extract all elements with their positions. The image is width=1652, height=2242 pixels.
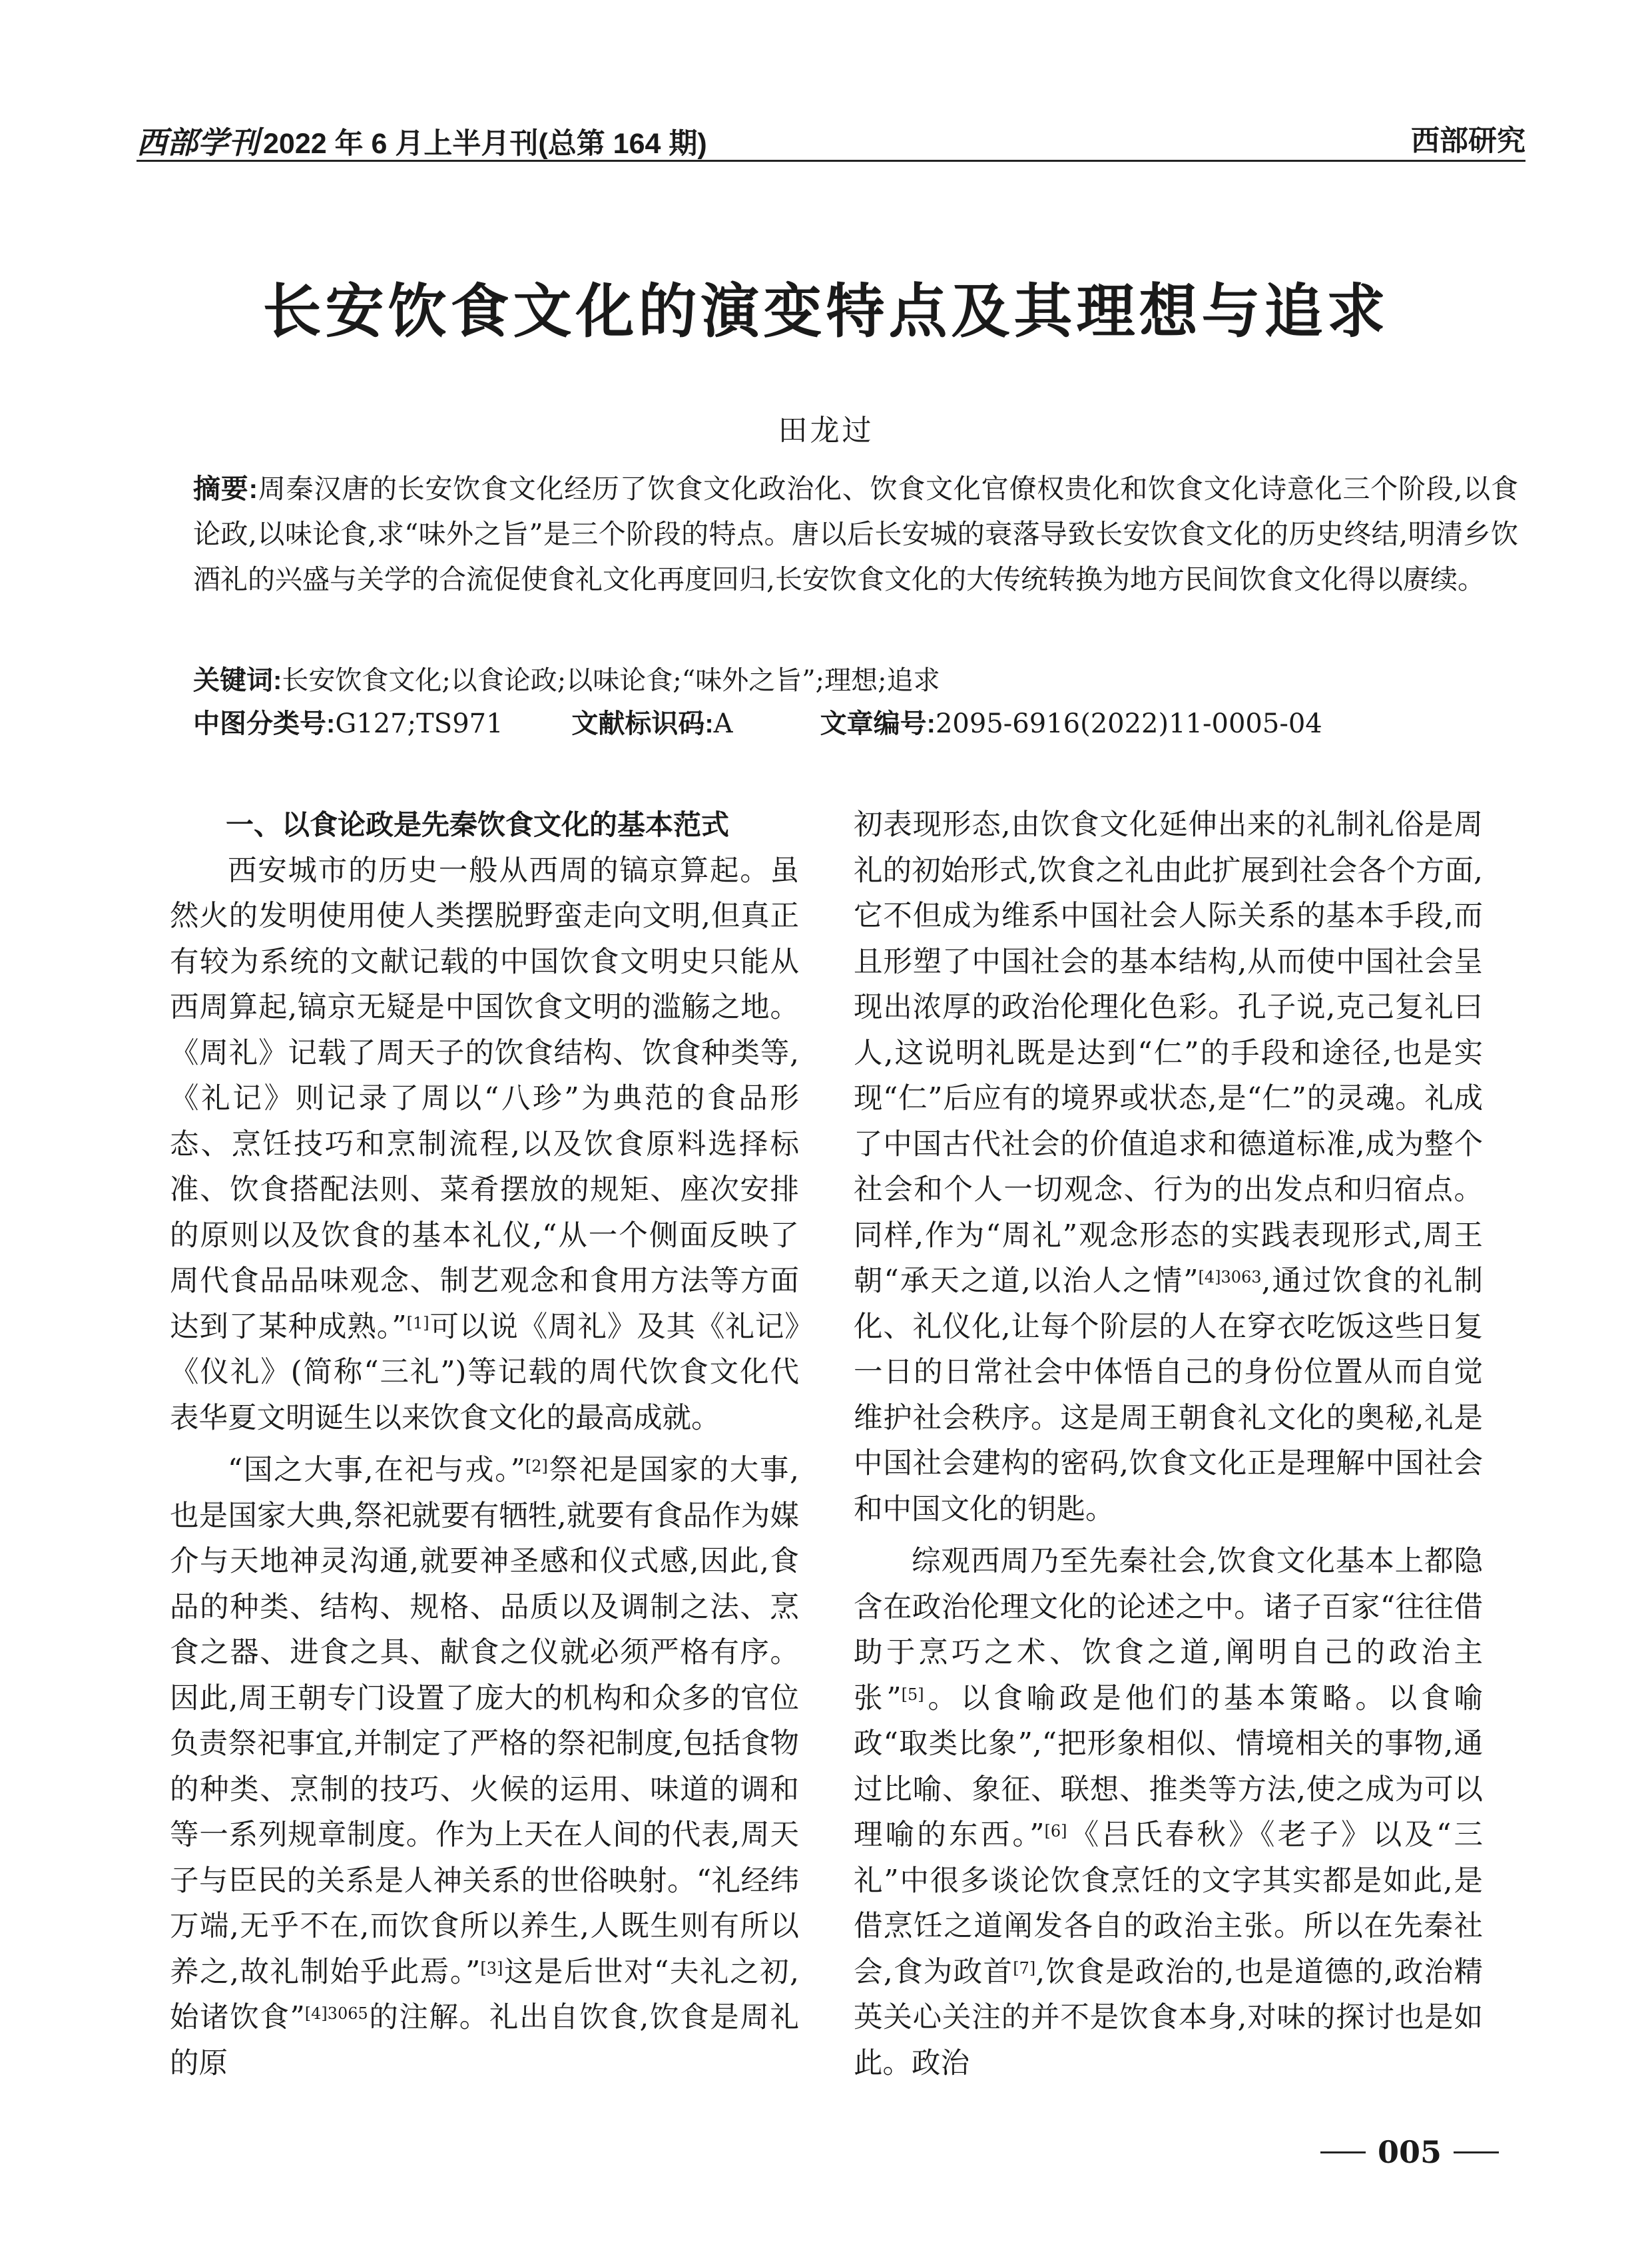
running-header bbox=[137, 113, 1525, 162]
page-number-text: 005 bbox=[1377, 2134, 1442, 2170]
citation: [5] bbox=[901, 1685, 924, 1704]
abstract bbox=[193, 466, 1518, 602]
article-no-value: 2095-6916(2022)11-0005-04 bbox=[935, 708, 1322, 739]
classification-line bbox=[193, 702, 1322, 740]
page-number bbox=[1320, 2134, 1499, 2170]
section-heading: 一、以食论政是先秦饮食文化的基本范式 bbox=[226, 809, 730, 840]
citation: [2] bbox=[525, 1457, 548, 1476]
section-name: 西部研究 bbox=[1411, 125, 1525, 157]
clc-label: 中图分类号: bbox=[193, 709, 336, 738]
doc-code-label: 文献标识码: bbox=[571, 709, 714, 738]
dash-left bbox=[1320, 2151, 1366, 2153]
author-name: 田龙过 bbox=[778, 414, 874, 447]
citation: [1] bbox=[406, 1313, 429, 1332]
body-column-right bbox=[854, 802, 1483, 2086]
keywords bbox=[193, 659, 940, 697]
article-no-label: 文章编号: bbox=[820, 709, 936, 738]
body-paragraph: 综观西周乃至先秦社会,饮食文化基本上都隐含在政治伦理文化的论述之中。诸子百家“往往借助于烹巧之术、饮食之道,阐明自己的政治主张”[5]。以食喻政是他们的基本策略。以食喻政“取类比象”,“把形象相似、情境相关的事物,通过比喻、象征、联想、推类等方法,使之成为可以理喻的东西。”[6]《吕氏春秋》《老子》以及“三礼”中很多谈论饮食烹饪的文字其实都是如此,是借烹饪之道阐发各自的政治主张。所以在先秦社会,食为政首[7],饮食是政治的,也是道德的,政治精英关心关注的并不是饮食本身,对味的探讨也是如此。政治 bbox=[854, 1545, 1484, 2080]
issue-info: 2022 年 6 月上半月刊(总第 164 期) bbox=[263, 128, 707, 160]
citation: [3] bbox=[480, 1958, 503, 1978]
body-paragraph: “国之大事,在祀与戎。”[2]祭祀是国家的大事,也是国家大典,祭祀就要有牺牲,就要有食品作为媒介与天地神灵沟通,就要神圣感和仪式感,因此,食品的种类、结构、规格、品质以及调制之法、烹食之器、进食之具、献食之仪就必须严格有序。因此,周王朝专门设置了庞大的机构和众多的官位负责祭祀事宜,并制定了严格的祭祀制度,包括食物的种类、烹制的技巧、火候的运用、味道的调和等一系列规章制度。作为上天在人间的代表,周天子与臣民的关系是人神关系的世俗映射。“礼经纬万端,无乎不在,而饮食所以养生,人既生则有所以养之,故礼制始乎此焉。”[3]这是后世对“夫礼之初,始诸饮食”$^{[4]3065}$的注解。礼出自饮食,饮食是周礼的原 bbox=[170, 1454, 800, 2080]
citation: [7] bbox=[1013, 1958, 1036, 1978]
abstract-label: 摘要: bbox=[193, 473, 258, 504]
article-title: 长安饮食文化的演变特点及其理想与追求 bbox=[262, 276, 1390, 346]
citation: [4]3063 bbox=[1198, 1268, 1262, 1286]
clc-value: G127;TS971 bbox=[335, 708, 503, 739]
citation: [4]3065 bbox=[304, 2004, 368, 2023]
body-paragraph: 初表现形态,由饮食文化延伸出来的礼制礼俗是周礼的初始形式,饮食之礼由此扩展到社会各个方面,它不但成为维系中国社会人际关系的基本手段,而且形塑了中国社会的基本结构,从而使中国社会呈现出浓厚的政治伦理化色彩。孔子说,克己复礼曰人,这说明礼既是达到“仁”的手段和途径,也是实现“仁”后应有的境界或状态,是“仁”的灵魂。礼成了中国古代社会的价值追求和德道标准,成为整个社会和个人一切观念、行为的出发点和归宿点。同样,作为“周礼”观念形态的实践表现形式,周王朝“承天之道,以治人之情”$^{[4]3063}$,通过饮食的礼制化、礼仪化,让每个阶层的人在穿衣吃饭这些日复一日的日常社会中体悟自己的身份位置从而自觉维护社会秩序。这是周王朝食礼文化的奥秘,礼是中国社会建构的密码,饮食文化正是理解中国社会和中国文化的钥匙。 bbox=[854, 808, 1483, 1526]
citation: [6] bbox=[1044, 1822, 1067, 1840]
body-column-left bbox=[170, 802, 799, 2086]
keywords-label: 关键词: bbox=[193, 666, 282, 695]
dash-right bbox=[1454, 2151, 1499, 2153]
journal-info bbox=[137, 119, 707, 162]
doc-code-value: A bbox=[713, 708, 733, 739]
abstract-text: 周秦汉唐的长安饮食文化经历了饮食文化政治化、饮食文化官僚权贵化和饮食文化诗意化三个阶段,以食论政,以味论食,求“味外之旨”是三个阶段的特点。唐以后长安城的衰落导致长安饮食文化的历史终结,明清乡饮酒礼的兴盛与关学的合流促使食礼文化再度回归,长安饮食文化的大传统转换为地方民间饮食文化得以赓续。 bbox=[193, 473, 1518, 595]
keywords-text: 长安饮食文化;以食论政;以味论食;“味外之旨”;理想;追求 bbox=[282, 665, 940, 696]
journal-logo: 西部学刊 bbox=[137, 125, 259, 160]
body-paragraph: 西安城市的历史一般从西周的镐京算起。虽然火的发明使用使人类摆脱野蛮走向文明,但真正有较为系统的文献记载的中国饮食文明史只能从西周算起,镐京无疑是中国饮食文明的滥觞之地。《周礼》记载了周天子的饮食结构、饮食种类等,《礼记》则记录了周以“八珍”为典范的食品形态、烹饪技巧和烹制流程,以及饮食原料选择标准、饮食搭配法则、菜肴摆放的规矩、座次安排的原则以及饮食的基本礼仪,“从一个侧面反映了周代食品品味观念、制艺观念和食用方法等方面达到了某种成熟。”[1]可以说《周礼》及其《礼记》《仪礼》(简称“三礼”)等记载的周代饮食文化代表华夏文明诞生以来饮食文化的最高成就。 bbox=[170, 854, 799, 1435]
